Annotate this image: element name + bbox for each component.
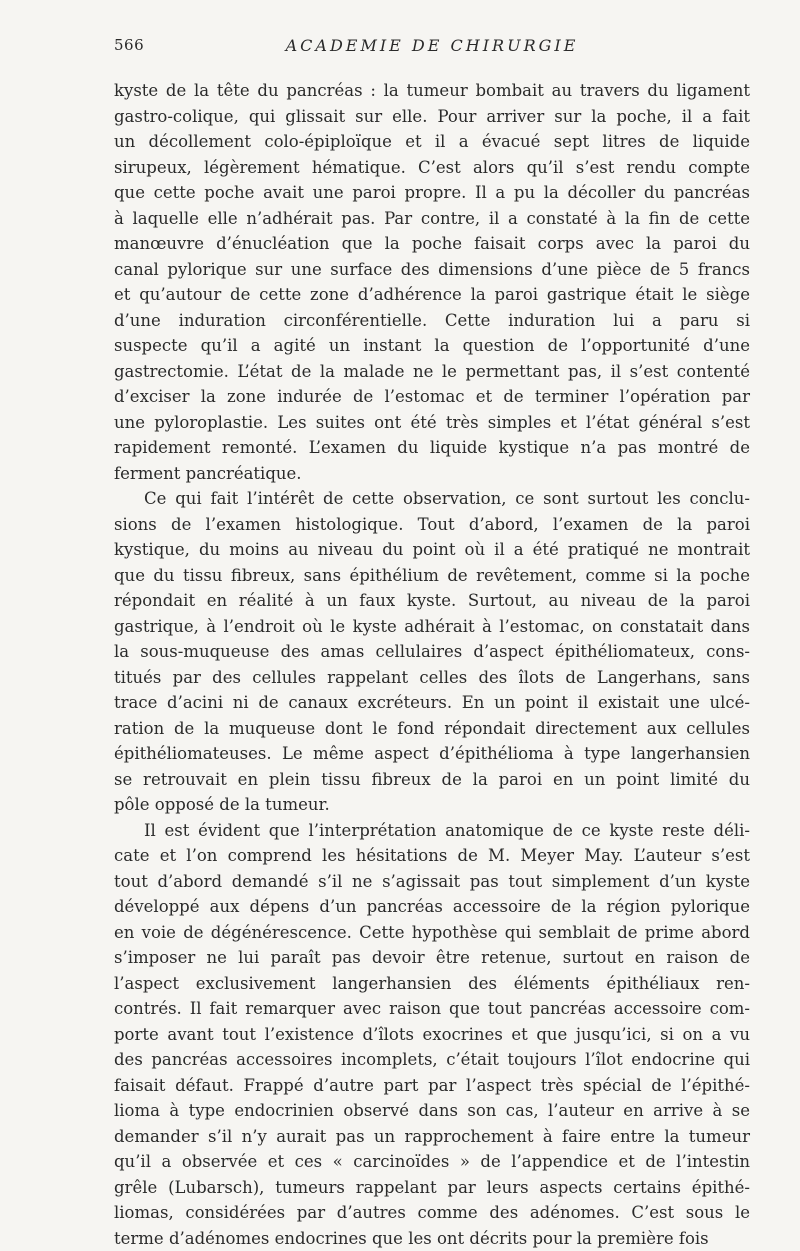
page-number: 566 xyxy=(114,36,144,54)
text-line: se retrouvait en plein tissu fibreux de la paroi en un point limité du xyxy=(114,767,750,793)
text-line: une pyloroplastie. Les suites ont été très simples et l’état général s’est xyxy=(114,410,750,436)
text-line: qu’il a observée et ces « carcinoïdes » de l’appendice et de l’intestin xyxy=(114,1149,750,1175)
text-line: faisait défaut. Frappé d’autre part par l’aspect très spécial de l’épithé- xyxy=(114,1073,750,1099)
text-line: rapidement remonté. L’examen du liquide kystique n’a pas montré de xyxy=(114,435,750,461)
running-title: ACADEMIE DE CHIRURGIE xyxy=(114,36,750,55)
text-line: trace d’acini ni de canaux excréteurs. En un point il existait une ulcé- xyxy=(114,690,750,716)
text-line: s’imposer ne lui paraît pas devoir être retenue, surtout en raison de xyxy=(114,945,750,971)
text-line: kyste de la tête du pancréas : la tumeur bombait au travers du ligament xyxy=(114,78,750,104)
text-line: contrés. Il fait remarquer avec raison que tout pancréas accessoire com- xyxy=(114,996,750,1022)
paragraph xyxy=(114,486,750,818)
text-line: épithéliomateuses. Le même aspect d’épithélioma à type langerhansien xyxy=(114,741,750,767)
text-line: gastro-colique, qui glissait sur elle. Pour arriver sur la poche, il a fait xyxy=(114,104,750,130)
text-line: l’aspect exclusivement langerhansien des éléments épithéliaux ren- xyxy=(114,971,750,997)
text-line: liomas, considérées par d’autres comme des adénomes. C’est sous le xyxy=(114,1200,750,1226)
text-line: manœuvre d’énucléation que la poche faisait corps avec la paroi du xyxy=(114,231,750,257)
text-line: cate et l’on comprend les hésitations de M. Meyer May. L’auteur s’est xyxy=(114,843,750,869)
text-line: d’exciser la zone indurée de l’estomac et de terminer l’opération par xyxy=(114,384,750,410)
text-line: à laquelle elle n’adhérait pas. Par contre, il a constaté à la fin de cette xyxy=(114,206,750,232)
text-line: un décollement colo-épiploïque et il a évacué sept litres de liquide xyxy=(114,129,750,155)
text-line: Ce qui fait l’intérêt de cette observation, ce sont surtout les conclu- xyxy=(114,486,750,512)
text-line: des pancréas accessoires incomplets, c’était toujours l’îlot endocrine qui xyxy=(114,1047,750,1073)
text-line: ferment pancréatique. xyxy=(114,461,750,487)
text-line: lioma à type endocrinien observé dans son cas, l’auteur en arrive à se xyxy=(114,1098,750,1124)
text-line: Il est évident que l’interprétation anatomique de ce kyste reste déli- xyxy=(114,818,750,844)
text-line: gastrique, à l’endroit où le kyste adhérait à l’estomac, on constatait dans xyxy=(114,614,750,640)
text-line: sirupeux, légèrement hématique. C’est alors qu’il s’est rendu compte xyxy=(114,155,750,181)
text-line: canal pylorique sur une surface des dimensions d’une pièce de 5 francs xyxy=(114,257,750,283)
text-line: terme d’adénomes endocrines que les ont décrits pour la première fois xyxy=(114,1226,750,1251)
text-line: porte avant tout l’existence d’îlots exocrines et que jusqu’ici, si on a vu xyxy=(114,1022,750,1048)
text-line: que cette poche avait une paroi propre. Il a pu la décoller du pancréas xyxy=(114,180,750,206)
text-line: et qu’autour de cette zone d’adhérence la paroi gastrique était le siège xyxy=(114,282,750,308)
text-line: titués par des cellules rappelant celles des îlots de Langerhans, sans xyxy=(114,665,750,691)
page-header xyxy=(114,36,750,60)
text-line: gastrectomie. L’état de la malade ne le permettant pas, il s’est contenté xyxy=(114,359,750,385)
text-line: que du tissu fibreux, sans épithélium de revêtement, comme si la poche xyxy=(114,563,750,589)
body-text xyxy=(114,78,750,1251)
text-line: demander s’il n’y aurait pas un rapprochement à faire entre la tumeur xyxy=(114,1124,750,1150)
text-line: développé aux dépens d’un pancréas accessoire de la région pylorique xyxy=(114,894,750,920)
text-line: d’une induration circonférentielle. Cette induration lui a paru si xyxy=(114,308,750,334)
text-line: sions de l’examen histologique. Tout d’abord, l’examen de la paroi xyxy=(114,512,750,538)
text-line: pôle opposé de la tumeur. xyxy=(114,792,750,818)
text-line: grêle (Lubarsch), tumeurs rappelant par leurs aspects certains épithé- xyxy=(114,1175,750,1201)
paragraph xyxy=(114,78,750,486)
text-line: tout d’abord demandé s’il ne s’agissait pas tout simplement d’un kyste xyxy=(114,869,750,895)
text-line: en voie de dégénérescence. Cette hypothèse qui semblait de prime abord xyxy=(114,920,750,946)
text-line: répondait en réalité à un faux kyste. Surtout, au niveau de la paroi xyxy=(114,588,750,614)
text-line: suspecte qu’il a agité un instant la question de l’opportunité d’une xyxy=(114,333,750,359)
text-line: la sous-muqueuse des amas cellulaires d’aspect épithéliomateux, cons- xyxy=(114,639,750,665)
paragraph xyxy=(114,818,750,1251)
text-line: ration de la muqueuse dont le fond répondait directement aux cellules xyxy=(114,716,750,742)
text-line: kystique, du moins au niveau du point où il a été pratiqué ne montrait xyxy=(114,537,750,563)
